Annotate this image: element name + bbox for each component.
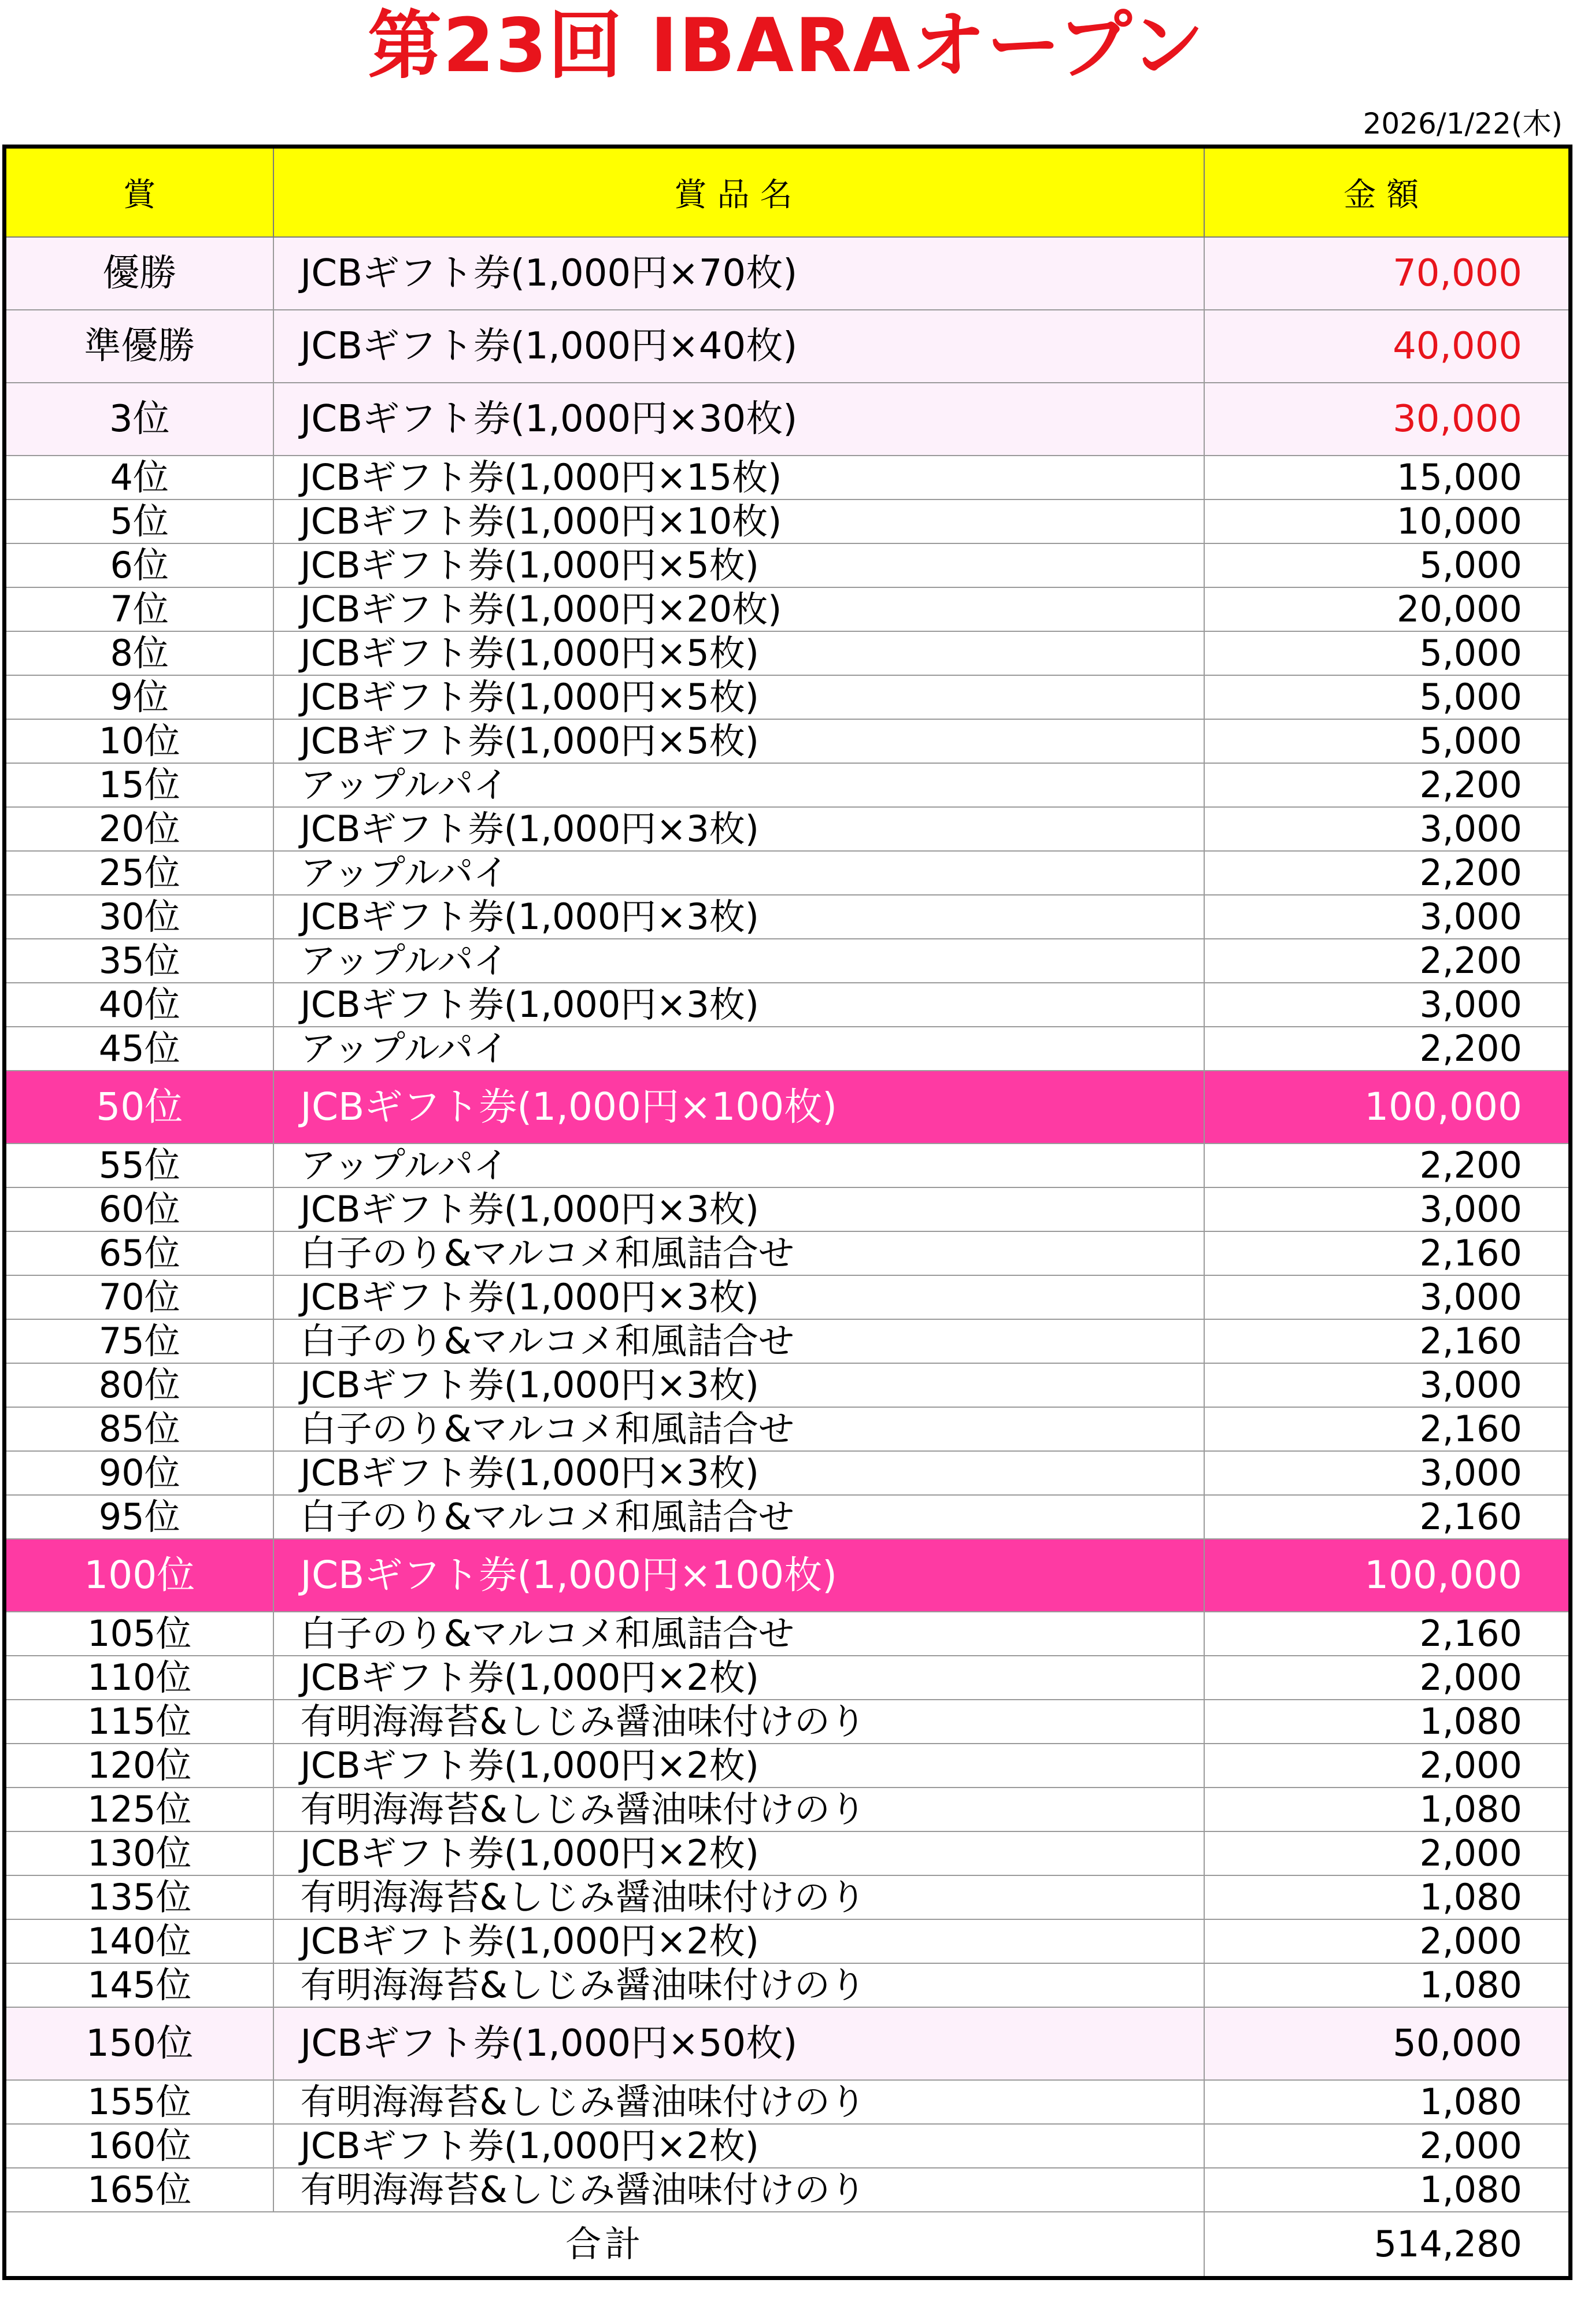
- prize-cell: 有明海海苔&しじみ醤油味付けのり: [273, 2168, 1204, 2212]
- prize-cell: 白子のり&マルコメ和風詰合せ: [273, 1407, 1204, 1451]
- amount-cell: 1,080: [1204, 1875, 1571, 1919]
- rank-cell: 140位: [5, 1919, 273, 1963]
- table-row: [5, 631, 1571, 675]
- header-amount: 金額: [1204, 147, 1571, 238]
- prize-cell: JCBギフト券(1,000円×5枚): [273, 675, 1204, 719]
- table-row: [5, 895, 1571, 939]
- amount-cell: 2,160: [1204, 1319, 1571, 1363]
- amount-cell: 1,080: [1204, 1700, 1571, 1744]
- rank-cell: 165位: [5, 2168, 273, 2212]
- prize-cell: JCBギフト券(1,000円×30枚): [273, 383, 1204, 456]
- prize-cell: JCBギフト券(1,000円×3枚): [273, 1275, 1204, 1319]
- prize-cell: JCBギフト券(1,000円×3枚): [273, 1363, 1204, 1407]
- rank-cell: 70位: [5, 1275, 273, 1319]
- prize-cell: アップルパイ: [273, 1027, 1204, 1071]
- amount-cell: 20,000: [1204, 587, 1571, 631]
- prize-cell: 有明海海苔&しじみ醤油味付けのり: [273, 1963, 1204, 2007]
- amount-cell: 2,160: [1204, 1495, 1571, 1539]
- prize-cell: JCBギフト券(1,000円×100枚): [273, 1539, 1204, 1612]
- table-row: [5, 763, 1571, 807]
- rank-cell: 10位: [5, 719, 273, 763]
- amount-cell: 3,000: [1204, 983, 1571, 1027]
- rank-cell: 7位: [5, 587, 273, 631]
- prize-cell: JCBギフト券(1,000円×5枚): [273, 631, 1204, 675]
- amount-cell: 5,000: [1204, 543, 1571, 587]
- prize-cell: JCBギフト券(1,000円×5枚): [273, 719, 1204, 763]
- table-row: [5, 2080, 1571, 2124]
- total-row: [5, 2212, 1571, 2278]
- rank-cell: 35位: [5, 939, 273, 983]
- table-row: [5, 1612, 1571, 1656]
- rank-cell: 95位: [5, 1495, 273, 1539]
- rank-cell: 60位: [5, 1187, 273, 1231]
- table-row: [5, 310, 1571, 383]
- amount-cell: 30,000: [1204, 383, 1571, 456]
- prize-cell: 有明海海苔&しじみ醤油味付けのり: [273, 1875, 1204, 1919]
- prize-cell: JCBギフト券(1,000円×5枚): [273, 543, 1204, 587]
- amount-cell: 15,000: [1204, 456, 1571, 499]
- header-prize-name: 賞品名: [273, 147, 1204, 238]
- amount-cell: 100,000: [1204, 1071, 1571, 1144]
- prize-rows: [5, 237, 1571, 2212]
- amount-cell: 3,000: [1204, 807, 1571, 851]
- rank-cell: 15位: [5, 763, 273, 807]
- rank-cell: 20位: [5, 807, 273, 851]
- amount-cell: 1,080: [1204, 2080, 1571, 2124]
- amount-cell: 50,000: [1204, 2007, 1571, 2080]
- table-row: [5, 587, 1571, 631]
- prize-cell: アップルパイ: [273, 939, 1204, 983]
- table-row: [5, 237, 1571, 310]
- header-rank: 賞: [5, 147, 273, 238]
- prize-table: [2, 145, 1572, 2280]
- prize-cell: JCBギフト券(1,000円×100枚): [273, 1071, 1204, 1144]
- table-row: [5, 1231, 1571, 1275]
- amount-cell: 1,080: [1204, 1788, 1571, 1831]
- rank-cell: 155位: [5, 2080, 273, 2124]
- table-row: [5, 939, 1571, 983]
- amount-cell: 3,000: [1204, 895, 1571, 939]
- prize-cell: JCBギフト券(1,000円×15枚): [273, 456, 1204, 499]
- prize-cell: JCBギフト券(1,000円×2枚): [273, 1831, 1204, 1875]
- rank-cell: 4位: [5, 456, 273, 499]
- amount-cell: 2,000: [1204, 2124, 1571, 2168]
- table-row: [5, 1144, 1571, 1187]
- prize-cell: JCBギフト券(1,000円×3枚): [273, 895, 1204, 939]
- prize-cell: JCBギフト券(1,000円×3枚): [273, 807, 1204, 851]
- rank-cell: 55位: [5, 1144, 273, 1187]
- rank-cell: 100位: [5, 1539, 273, 1612]
- rank-cell: 125位: [5, 1788, 273, 1831]
- prize-cell: 白子のり&マルコメ和風詰合せ: [273, 1319, 1204, 1363]
- table-row: [5, 1071, 1571, 1144]
- rank-cell: 50位: [5, 1071, 273, 1144]
- prize-cell: 有明海海苔&しじみ醤油味付けのり: [273, 2080, 1204, 2124]
- table-row: [5, 1319, 1571, 1363]
- amount-cell: 2,200: [1204, 1144, 1571, 1187]
- amount-cell: 2,200: [1204, 939, 1571, 983]
- amount-cell: 5,000: [1204, 719, 1571, 763]
- table-row: [5, 1831, 1571, 1875]
- rank-cell: 135位: [5, 1875, 273, 1919]
- amount-cell: 3,000: [1204, 1451, 1571, 1495]
- prize-cell: JCBギフト券(1,000円×2枚): [273, 1656, 1204, 1700]
- table-row: [5, 675, 1571, 719]
- table-row: [5, 719, 1571, 763]
- amount-cell: 2,200: [1204, 851, 1571, 895]
- prize-cell: 有明海海苔&しじみ醤油味付けのり: [273, 1788, 1204, 1831]
- amount-cell: 2,000: [1204, 1919, 1571, 1963]
- table-row: [5, 543, 1571, 587]
- rank-cell: 90位: [5, 1451, 273, 1495]
- rank-cell: 30位: [5, 895, 273, 939]
- amount-cell: 10,000: [1204, 499, 1571, 543]
- rank-cell: 80位: [5, 1363, 273, 1407]
- amount-cell: 2,160: [1204, 1231, 1571, 1275]
- total-amount: 514,280: [1204, 2212, 1571, 2278]
- rank-cell: 130位: [5, 1831, 273, 1875]
- table-row: [5, 1656, 1571, 1700]
- table-row: [5, 2168, 1571, 2212]
- amount-cell: 5,000: [1204, 675, 1571, 719]
- table-row: [5, 1788, 1571, 1831]
- prize-cell: JCBギフト券(1,000円×20枚): [273, 587, 1204, 631]
- prize-cell: JCBギフト券(1,000円×3枚): [273, 1451, 1204, 1495]
- table-row: [5, 1963, 1571, 2007]
- table-row: [5, 1700, 1571, 1744]
- rank-cell: 優勝: [5, 237, 273, 310]
- amount-cell: 2,200: [1204, 763, 1571, 807]
- rank-cell: 3位: [5, 383, 273, 456]
- amount-cell: 2,160: [1204, 1407, 1571, 1451]
- prize-cell: 白子のり&マルコメ和風詰合せ: [273, 1612, 1204, 1656]
- table-row: [5, 383, 1571, 456]
- total-label: 合計: [5, 2212, 1204, 2278]
- prize-cell: 白子のり&マルコメ和風詰合せ: [273, 1231, 1204, 1275]
- amount-cell: 100,000: [1204, 1539, 1571, 1612]
- rank-cell: 110位: [5, 1656, 273, 1700]
- prize-cell: JCBギフト券(1,000円×40枚): [273, 310, 1204, 383]
- table-row: [5, 1451, 1571, 1495]
- prize-cell: 白子のり&マルコメ和風詰合せ: [273, 1495, 1204, 1539]
- amount-cell: 2,160: [1204, 1612, 1571, 1656]
- rank-cell: 120位: [5, 1744, 273, 1788]
- table-row: [5, 2124, 1571, 2168]
- rank-cell: 25位: [5, 851, 273, 895]
- table-row: [5, 1744, 1571, 1788]
- rank-cell: 65位: [5, 1231, 273, 1275]
- rank-cell: 85位: [5, 1407, 273, 1451]
- rank-cell: 105位: [5, 1612, 273, 1656]
- amount-cell: 1,080: [1204, 1963, 1571, 2007]
- amount-cell: 70,000: [1204, 237, 1571, 310]
- prize-cell: アップルパイ: [273, 763, 1204, 807]
- rank-cell: 準優勝: [5, 310, 273, 383]
- rank-cell: 5位: [5, 499, 273, 543]
- table-row: [5, 1919, 1571, 1963]
- prize-cell: JCBギフト券(1,000円×2枚): [273, 1744, 1204, 1788]
- amount-cell: 2,000: [1204, 1656, 1571, 1700]
- table-row: [5, 1407, 1571, 1451]
- table-row: [5, 983, 1571, 1027]
- page-title: 第23回 IBARAオープン: [367, 3, 1206, 89]
- table-row: [5, 1275, 1571, 1319]
- amount-cell: 40,000: [1204, 310, 1571, 383]
- rank-cell: 6位: [5, 543, 273, 587]
- table-row: [5, 456, 1571, 499]
- table-header-row: [5, 147, 1571, 238]
- document-date: 2026/1/22(木): [1363, 107, 1563, 140]
- amount-cell: 3,000: [1204, 1187, 1571, 1231]
- amount-cell: 1,080: [1204, 2168, 1571, 2212]
- amount-cell: 3,000: [1204, 1363, 1571, 1407]
- rank-cell: 160位: [5, 2124, 273, 2168]
- table-row: [5, 851, 1571, 895]
- table-row: [5, 1187, 1571, 1231]
- rank-cell: 40位: [5, 983, 273, 1027]
- table-row: [5, 499, 1571, 543]
- table-row: [5, 1539, 1571, 1612]
- amount-cell: 5,000: [1204, 631, 1571, 675]
- prize-cell: JCBギフト券(1,000円×2枚): [273, 2124, 1204, 2168]
- amount-cell: 3,000: [1204, 1275, 1571, 1319]
- rank-cell: 145位: [5, 1963, 273, 2007]
- table-row: [5, 1363, 1571, 1407]
- prize-cell: JCBギフト券(1,000円×3枚): [273, 1187, 1204, 1231]
- rank-cell: 75位: [5, 1319, 273, 1363]
- table-row: [5, 1875, 1571, 1919]
- amount-cell: 2,000: [1204, 1744, 1571, 1788]
- rank-cell: 150位: [5, 2007, 273, 2080]
- table-row: [5, 2007, 1571, 2080]
- prize-cell: JCBギフト券(1,000円×3枚): [273, 983, 1204, 1027]
- table-row: [5, 807, 1571, 851]
- amount-cell: 2,000: [1204, 1831, 1571, 1875]
- prize-cell: アップルパイ: [273, 851, 1204, 895]
- rank-cell: 45位: [5, 1027, 273, 1071]
- prize-cell: JCBギフト券(1,000円×50枚): [273, 2007, 1204, 2080]
- table-row: [5, 1027, 1571, 1071]
- table-row: [5, 1495, 1571, 1539]
- prize-cell: 有明海海苔&しじみ醤油味付けのり: [273, 1700, 1204, 1744]
- rank-cell: 115位: [5, 1700, 273, 1744]
- prize-cell: JCBギフト券(1,000円×10枚): [273, 499, 1204, 543]
- rank-cell: 8位: [5, 631, 273, 675]
- amount-cell: 2,200: [1204, 1027, 1571, 1071]
- prize-cell: JCBギフト券(1,000円×2枚): [273, 1919, 1204, 1963]
- rank-cell: 9位: [5, 675, 273, 719]
- prize-cell: JCBギフト券(1,000円×70枚): [273, 237, 1204, 310]
- prize-cell: アップルパイ: [273, 1144, 1204, 1187]
